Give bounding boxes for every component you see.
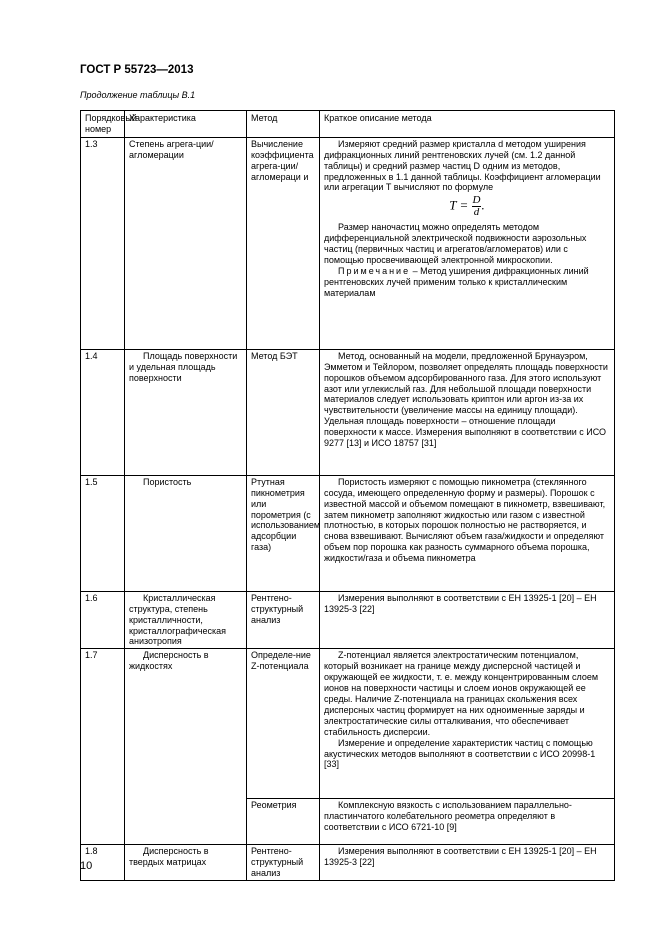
formula-equals: = bbox=[459, 197, 469, 213]
formula-denominator: d bbox=[473, 206, 480, 219]
row-number: 1.6 bbox=[81, 591, 125, 649]
formula-period: . bbox=[481, 197, 485, 213]
method-cell: Рентгено-структурный анализ bbox=[247, 845, 320, 881]
characteristic-cell: Пористость bbox=[125, 475, 247, 591]
characteristic-cell: Дисперсность в жидкостях bbox=[125, 649, 247, 845]
description-cell bbox=[320, 649, 615, 799]
description-paragraph: Z-потенциал является электростатическим потенциалом, который возникает на границе между дисперсной частицей и окружающей ее жидкости, т. е. между концентрированным слоем ионов на поверхности частицы и слоем ионов окружающей ее среды. Наличие Z-потенциала на границах скольжения всех дисперсных частиц формирует на них одноименные заряды и электростатические силы отталкивания, что обеспечивает стабильность дисперсии. bbox=[324, 650, 599, 737]
row-number: 1.8 bbox=[81, 845, 125, 881]
method-cell: Метод БЭТ bbox=[247, 349, 320, 475]
description-paragraph: Измерение и определение характеристик частиц с помощью акустических методов выполняют в соответствии с ИСО 20998-1 [33] bbox=[324, 737, 596, 770]
description-paragraph: Размер наночастиц можно определять методом дифференциальной электрической подвижности аэрозольных частиц (первичных частиц и агрегатов/агломератов) или с помощью просвечивающей электронной микроскопии. bbox=[324, 222, 587, 266]
method-cell: Реометрия bbox=[247, 799, 320, 845]
column-header-characteristic: Характеристика bbox=[125, 111, 247, 138]
table-row bbox=[81, 349, 615, 475]
description-paragraph: Измеряют средний размер кристалла d методом уширения дифракционных линий рентгеновских лучей (см. 1.2 данной таблицы) и средний размер частиц D одним из методов, предложенных в 1.1 данной таблицы. Коэффициент агломерации или агрегации T вычисляют по формуле bbox=[324, 138, 601, 193]
method-cell: Рентгено-структурный анализ bbox=[247, 591, 320, 649]
characteristic-cell: Площадь поверхности и удельная площадь поверхности bbox=[125, 349, 247, 475]
row-number: 1.5 bbox=[81, 475, 125, 591]
description-cell: Метод, основанный на модели, предложенной Брунауэром, Эмметом и Тейлором, позволяет определять площадь поверхности порошков объемом адсорбированного газа. Для этого используют азот или углекислый газ. Для небольшой площади поверхности материалов следует использовать криптон или аргон из-за их чувствительности (увеличение массы на единицу площади). Удельная площадь поверхности – отношение площади поверхности к массе. Измерения выполняют в соответствии с ИСО 9277 [13] и ИСО 18757 [31] bbox=[320, 349, 615, 475]
method-cell: Определе-ние Z-потенциала bbox=[247, 649, 320, 799]
description-cell: Пористость измеряют с помощью пикнометра (стеклянного сосуда, имеющего определенную форму и размеры). Порошок с известной массой и объемом помещают в пикнометр, взвешивают, затем пикнометр заполняют жидкостью или газом с известной плотностью, в которых порошок полностью не растворяется, и снова взвешивают. Вычисляют объем газа/жидкости и определяют объем пор порошка как разность суммарного объема порошка, жидкости/газа и объема пикнометра bbox=[320, 475, 615, 591]
formula-numerator: D bbox=[472, 194, 481, 207]
row-number: 1.3 bbox=[81, 137, 125, 349]
method-cell: Ртутная пикнометрия или порометрия (с использованием адсорбции газа) bbox=[247, 475, 320, 591]
note-text: – Метод уширения дифракционных линий рентгеновских лучей применим только к кристаллическим материалам bbox=[324, 265, 589, 298]
note-label: Примечание bbox=[338, 265, 411, 276]
characteristic-cell: Дисперсность в твердых матрицах bbox=[125, 845, 247, 881]
description-cell bbox=[320, 137, 615, 349]
agglomeration-formula bbox=[324, 195, 610, 218]
methods-table bbox=[80, 110, 615, 881]
characteristic-cell: Степень агрега-ции/агломерации bbox=[125, 137, 247, 349]
table-row bbox=[81, 591, 615, 649]
column-header-description: Краткое описание метода bbox=[320, 111, 615, 138]
column-header-number: Порядковый номер bbox=[81, 111, 125, 138]
table-row bbox=[81, 649, 615, 799]
row-number: 1.7 bbox=[81, 649, 125, 845]
table-continuation-caption: Продолжение таблицы В.1 bbox=[80, 90, 196, 100]
description-cell: Комплексную вязкость с использованием параллельно-пластинчатого колебательного реометра определяют в соответствии с ИСО 6721-10 [9] bbox=[320, 799, 615, 845]
description-cell: Измерения выполняют в соответствии с ЕН 13925-1 [20] – ЕН 13925-3 [22] bbox=[320, 591, 615, 649]
formula-lhs: T bbox=[449, 197, 457, 213]
method-cell: Вычисление коэффициента агрега-ции/агломераци и bbox=[247, 137, 320, 349]
formula-fraction bbox=[472, 194, 485, 219]
description-cell: Измерения выполняют в соответствии с ЕН 13925-1 [20] – ЕН 13925-3 [22] bbox=[320, 845, 615, 881]
note-paragraph bbox=[324, 266, 610, 299]
row-number: 1.4 bbox=[81, 349, 125, 475]
table-row bbox=[81, 845, 615, 881]
document-code: ГОСТ Р 55723—2013 bbox=[80, 64, 194, 76]
column-header-method: Метод bbox=[247, 111, 320, 138]
table-row bbox=[81, 475, 615, 591]
page-number: 10 bbox=[80, 860, 93, 872]
table-header-row bbox=[81, 111, 615, 138]
characteristic-cell: Кристаллическая структура, степень кристалличности, кристаллографическая анизотропия bbox=[125, 591, 247, 649]
table-row bbox=[81, 137, 615, 349]
